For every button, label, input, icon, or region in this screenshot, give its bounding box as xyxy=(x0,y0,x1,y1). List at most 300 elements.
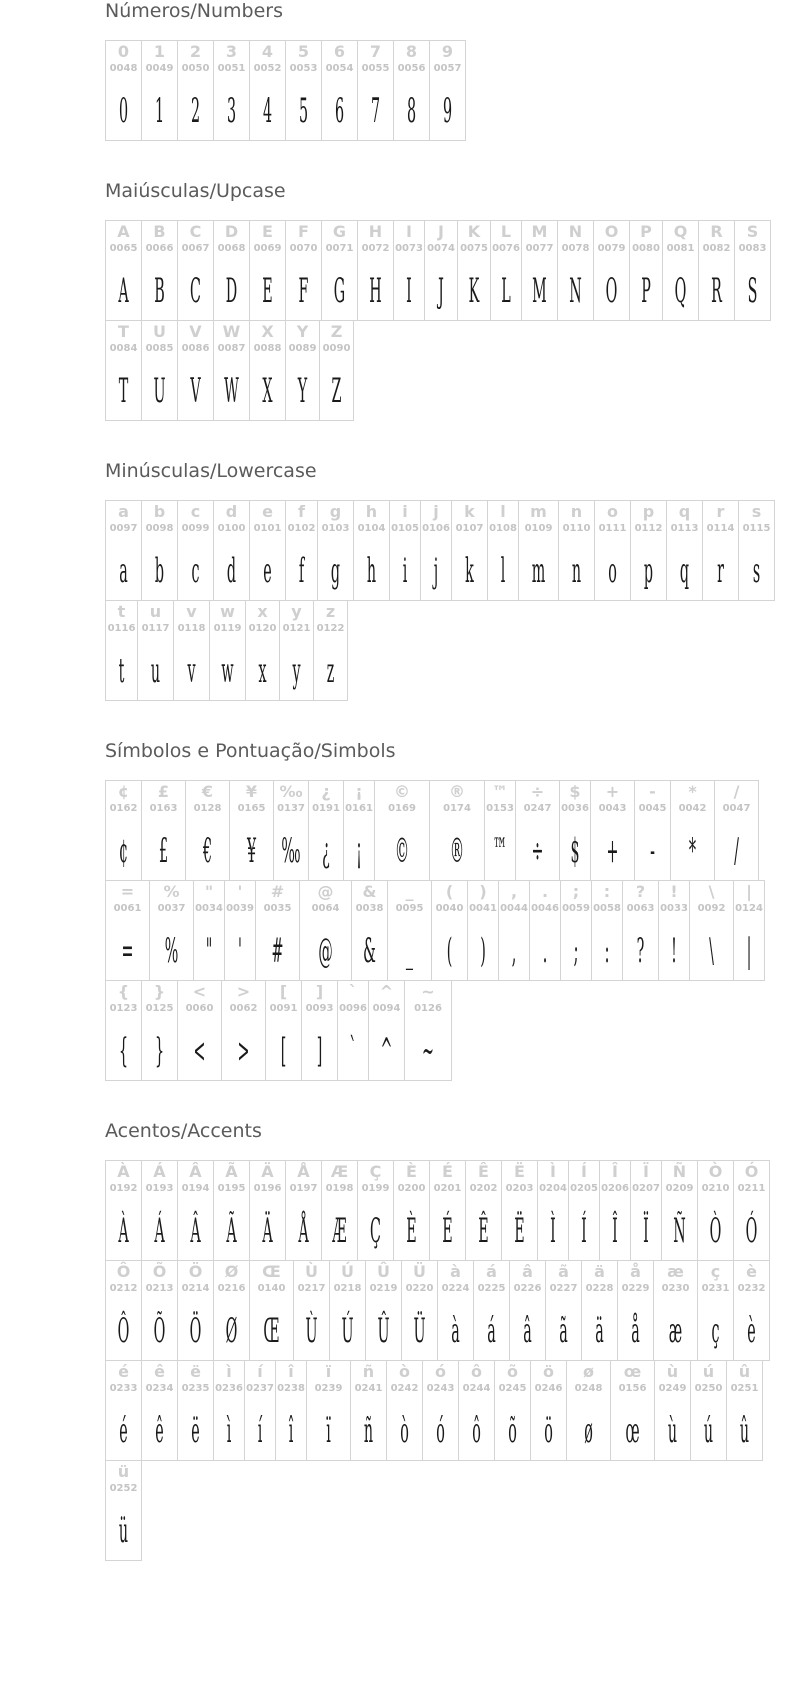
glyph-code: 0078 xyxy=(561,243,590,254)
glyph-reference-char: ç xyxy=(710,1262,721,1281)
glyph-cell xyxy=(299,880,352,981)
glyph-sample: 3 xyxy=(226,91,237,131)
glyph-cell xyxy=(350,1360,387,1461)
glyph-code: 0212 xyxy=(109,1283,138,1294)
glyph-cell xyxy=(193,880,225,981)
glyph-cell xyxy=(431,880,468,981)
glyph-cell xyxy=(141,40,178,141)
glyph-cell xyxy=(105,1260,142,1361)
glyph-cell xyxy=(593,220,630,321)
glyph-cell xyxy=(343,780,375,881)
glyph-sample: c xyxy=(191,551,200,591)
glyph-code: 0044 xyxy=(500,903,528,914)
glyph-code: 0050 xyxy=(181,63,210,74)
glyph-reference-char: 2 xyxy=(189,42,202,61)
glyph-cell xyxy=(690,1360,727,1461)
glyph-reference-char: r xyxy=(716,502,725,521)
glyph-code: 0115 xyxy=(742,523,771,534)
glyph-reference-char: 8 xyxy=(405,42,418,61)
glyph-code: 0213 xyxy=(145,1283,174,1294)
glyph-code: 0209 xyxy=(665,1183,694,1194)
glyph-cell xyxy=(558,500,595,601)
section-title: Minúsculas/Lowercase xyxy=(105,460,317,482)
glyph-cell xyxy=(255,880,300,981)
glyph-reference-char: : xyxy=(603,882,611,901)
glyph-code: 0230 xyxy=(661,1283,690,1294)
glyph-sample: œ xyxy=(625,1411,640,1451)
glyph-reference-char: L xyxy=(500,222,512,241)
glyph-section xyxy=(105,180,795,420)
glyph-code: 0224 xyxy=(441,1283,470,1294)
glyph-cell xyxy=(702,500,739,601)
glyph-cell xyxy=(393,220,425,321)
glyph-code: 0192 xyxy=(109,1183,138,1194)
glyph-code: 0247 xyxy=(523,803,552,814)
glyph-code: 0097 xyxy=(109,523,138,534)
glyph-reference-char: Z xyxy=(330,322,343,341)
glyph-code: 0236 xyxy=(215,1383,243,1394)
glyph-sample: u xyxy=(150,651,161,691)
glyph-sample: h xyxy=(366,551,377,591)
glyph-sample: Ç xyxy=(370,1211,381,1251)
glyph-code: 0250 xyxy=(694,1383,723,1394)
glyph-sample: < xyxy=(193,1031,206,1071)
glyph-cell xyxy=(634,780,671,881)
glyph-cell xyxy=(137,600,174,701)
glyph-cell xyxy=(141,500,178,601)
glyph-code: 0055 xyxy=(361,63,390,74)
glyph-cell xyxy=(319,320,354,421)
glyph-code: 0226 xyxy=(513,1283,542,1294)
glyph-cell xyxy=(630,500,667,601)
glyph-code: 0216 xyxy=(217,1283,246,1294)
glyph-cell xyxy=(177,980,222,1081)
glyph-sample: > xyxy=(237,1031,250,1071)
glyph-code: 0065 xyxy=(109,243,138,254)
glyph-reference-char: [ xyxy=(279,982,288,1001)
glyph-reference-char: f xyxy=(298,502,305,521)
glyph-code: 0053 xyxy=(289,63,318,74)
glyph-reference-char: Á xyxy=(153,1162,166,1181)
glyph-sample: 8 xyxy=(406,91,417,131)
glyph-sample: ` xyxy=(349,1031,357,1071)
glyph-reference-char: ¢ xyxy=(117,782,130,801)
glyph-cell xyxy=(393,40,430,141)
glyph-reference-char: ö xyxy=(543,1362,554,1381)
glyph-code: 0043 xyxy=(598,803,627,814)
glyph-reference-char: N xyxy=(568,222,583,241)
glyph-code: 0102 xyxy=(287,523,316,534)
glyph-reference-char: w xyxy=(220,602,235,621)
glyph-cell xyxy=(515,780,560,881)
glyph-code: 0090 xyxy=(322,343,351,354)
glyph-reference-char: ü xyxy=(117,1462,130,1481)
glyph-cell xyxy=(141,1260,178,1361)
glyph-code: 0079 xyxy=(597,243,626,254)
glyph-reference-char: # xyxy=(270,882,285,901)
glyph-section xyxy=(105,740,795,1080)
glyph-reference-char: } xyxy=(153,982,166,1001)
glyph-reference-char: Ø xyxy=(224,1262,239,1281)
glyph-sample: f xyxy=(298,551,305,591)
glyph-code: 0165 xyxy=(237,803,266,814)
glyph-code: 0195 xyxy=(217,1183,246,1194)
glyph-code: 0174 xyxy=(443,803,471,814)
glyph-code: 0110 xyxy=(562,523,591,534)
glyph-cell xyxy=(265,980,302,1081)
glyph-cell xyxy=(653,1260,698,1361)
glyph-code: 0039 xyxy=(226,903,254,914)
glyph-cell xyxy=(518,500,559,601)
glyph-code: 0125 xyxy=(145,1003,174,1014)
glyph-reference-char: À xyxy=(117,1162,130,1181)
glyph-cell xyxy=(285,220,322,321)
glyph-sample: ê xyxy=(155,1411,164,1451)
glyph-reference-char: l xyxy=(500,502,506,521)
glyph-cell xyxy=(357,220,394,321)
glyph-cell xyxy=(213,220,250,321)
glyph-code: 0061 xyxy=(113,903,142,914)
glyph-sample: ? xyxy=(636,931,645,971)
glyph-sample: Â xyxy=(190,1211,201,1251)
glyph-code: 0105 xyxy=(391,523,419,534)
glyph-reference-char: x xyxy=(257,602,268,621)
glyph-sample: " xyxy=(205,931,213,971)
glyph-cell xyxy=(622,880,659,981)
glyph-sample: ‰ xyxy=(281,831,301,871)
glyph-code: 0126 xyxy=(414,1003,442,1014)
glyph-cell xyxy=(368,980,405,1081)
glyph-reference-char: d xyxy=(225,502,238,521)
glyph-cell xyxy=(697,1260,734,1361)
glyph-cell xyxy=(401,1260,438,1361)
glyph-sample: p xyxy=(643,551,654,591)
glyph-sample: Î xyxy=(612,1211,618,1251)
glyph-code: 0233 xyxy=(109,1383,138,1394)
glyph-reference-char: v xyxy=(186,602,197,621)
glyph-sample: £ xyxy=(158,831,169,871)
glyph-sample: j xyxy=(433,551,439,591)
glyph-code: 0191 xyxy=(312,803,340,814)
glyph-code: 0201 xyxy=(433,1183,462,1194)
glyph-sample: W xyxy=(224,371,239,411)
glyph-cell xyxy=(726,1360,763,1461)
glyph-code: 0238 xyxy=(277,1383,305,1394)
glyph-cell xyxy=(285,320,320,421)
glyph-sample: : xyxy=(604,931,610,971)
glyph-code: 0060 xyxy=(185,1003,214,1014)
glyph-cell xyxy=(501,1160,538,1261)
glyph-sample: s xyxy=(752,551,761,591)
glyph-reference-char: £ xyxy=(157,782,170,801)
glyph-reference-char: í xyxy=(257,1362,263,1381)
glyph-cell xyxy=(509,1260,546,1361)
glyph-code: 0062 xyxy=(229,1003,258,1014)
glyph-cell xyxy=(244,1360,276,1461)
glyph-reference-char: Ä xyxy=(261,1162,274,1181)
glyph-reference-char: * xyxy=(688,782,697,801)
glyph-code: 0075 xyxy=(460,243,488,254)
glyph-sample: ! xyxy=(671,931,677,971)
glyph-cell xyxy=(105,320,142,421)
glyph-cell xyxy=(273,780,309,881)
glyph-sample: à xyxy=(451,1311,460,1351)
glyph-code: 0207 xyxy=(632,1183,660,1194)
glyph-reference-char: > xyxy=(236,982,251,1001)
glyph-code: 0049 xyxy=(145,63,174,74)
glyph-reference-char: I xyxy=(406,222,412,241)
glyph-code: 0197 xyxy=(289,1183,318,1194)
glyph-code: 0140 xyxy=(257,1283,286,1294)
glyph-reference-char: Q xyxy=(673,222,688,241)
glyph-sample: ø xyxy=(584,1411,593,1451)
glyph-reference-char: ( xyxy=(445,882,454,901)
glyph-code: 0038 xyxy=(355,903,384,914)
glyph-reference-char: Ò xyxy=(708,1162,723,1181)
glyph-sample: v xyxy=(187,651,196,691)
glyph-reference-char: e xyxy=(262,502,273,521)
glyph-reference-char: ‰ xyxy=(279,782,303,801)
glyph-cell xyxy=(697,1160,734,1261)
glyph-cell xyxy=(249,320,286,421)
glyph-sample: ÷ xyxy=(531,831,544,871)
glyph-reference-char: æ xyxy=(667,1262,684,1281)
glyph-sample: Í xyxy=(581,1211,587,1251)
glyph-code: 0073 xyxy=(395,243,423,254)
glyph-cell xyxy=(105,780,142,881)
glyph-cell xyxy=(105,980,142,1081)
glyph-section xyxy=(105,460,795,700)
glyph-reference-char: @ xyxy=(317,882,334,901)
glyph-cell xyxy=(521,220,558,321)
glyph-sample: t xyxy=(118,651,125,691)
glyph-sample: í xyxy=(257,1411,263,1451)
glyph-code: 0059 xyxy=(562,903,590,914)
glyph-code: 0040 xyxy=(435,903,464,914)
glyph-reference-char: ì xyxy=(226,1362,232,1381)
glyph-code: 0103 xyxy=(321,523,350,534)
glyph-code: 0237 xyxy=(246,1383,274,1394)
glyph-cell xyxy=(337,980,369,1081)
glyph-cell xyxy=(177,40,214,141)
glyph-code: 0231 xyxy=(701,1283,730,1294)
glyph-sample: ) xyxy=(480,931,486,971)
glyph-cell xyxy=(530,1360,567,1461)
glyph-sample: S xyxy=(747,271,758,311)
glyph-sample: Ã xyxy=(226,1211,237,1251)
glyph-reference-char: Å xyxy=(297,1162,310,1181)
glyph-cell xyxy=(177,1260,214,1361)
glyph-sample: ì xyxy=(226,1411,232,1451)
glyph-reference-char: Î xyxy=(612,1162,618,1181)
glyph-reference-char: z xyxy=(325,602,336,621)
glyph-reference-char: E xyxy=(262,222,273,241)
glyph-cell xyxy=(733,1260,770,1361)
glyph-code: 0113 xyxy=(670,523,699,534)
glyph-reference-char: T xyxy=(118,322,129,341)
glyph-cell xyxy=(429,40,466,141)
glyph-code: 0070 xyxy=(289,243,318,254)
glyph-cell xyxy=(487,500,519,601)
glyph-reference-char: ™ xyxy=(492,782,508,801)
glyph-reference-char: a xyxy=(118,502,129,521)
glyph-code: 0137 xyxy=(277,803,305,814)
glyph-sample: T xyxy=(118,371,129,411)
glyph-reference-char: P xyxy=(640,222,652,241)
glyph-cell xyxy=(321,40,358,141)
glyph-reference-char: ô xyxy=(471,1362,482,1381)
glyph-code: 0106 xyxy=(422,523,450,534)
glyph-code: 0080 xyxy=(632,243,660,254)
glyph-sample: Û xyxy=(377,1311,390,1351)
glyph-code: 0048 xyxy=(109,63,138,74)
glyph-cell xyxy=(734,220,771,321)
glyph-code: 0077 xyxy=(525,243,554,254)
glyph-cell xyxy=(467,880,499,981)
glyph-code: 0198 xyxy=(325,1183,354,1194)
glyph-code: 0033 xyxy=(660,903,688,914)
glyph-sample: Ò xyxy=(709,1211,722,1251)
glyph-reference-char: œ xyxy=(623,1362,642,1381)
glyph-reference-char: _ xyxy=(405,882,414,901)
glyph-code: 0122 xyxy=(316,623,345,634)
glyph-reference-char: Ñ xyxy=(672,1162,687,1181)
glyph-reference-char: á xyxy=(486,1262,497,1281)
glyph-code: 0046 xyxy=(531,903,559,914)
glyph-reference-char: 1 xyxy=(153,42,166,61)
glyph-reference-char: ë xyxy=(190,1362,201,1381)
glyph-reference-char: = xyxy=(120,882,135,901)
character-map xyxy=(105,0,795,1600)
glyph-cell xyxy=(213,500,250,601)
glyph-code: 0117 xyxy=(141,623,170,634)
glyph-code: 0035 xyxy=(263,903,292,914)
glyph-sample: E xyxy=(262,271,273,311)
glyph-reference-char: j xyxy=(433,502,439,521)
glyph-reference-char: { xyxy=(117,982,130,1001)
glyph-sample: è xyxy=(747,1311,756,1351)
glyph-cell xyxy=(141,220,178,321)
glyph-sample: Ø xyxy=(225,1311,238,1351)
glyph-cell xyxy=(221,980,266,1081)
glyph-code: 0200 xyxy=(397,1183,426,1194)
glyph-reference-char: Ü xyxy=(413,1262,426,1281)
glyph-reference-char: J xyxy=(438,222,444,241)
glyph-cell xyxy=(213,1360,245,1461)
glyph-cell xyxy=(141,980,178,1081)
glyph-sample: @ xyxy=(318,931,333,971)
glyph-cell xyxy=(689,880,734,981)
glyph-reference-char: ? xyxy=(635,882,646,901)
glyph-reference-char: u xyxy=(149,602,162,621)
glyph-reference-char: è xyxy=(746,1262,757,1281)
glyph-reference-char: W xyxy=(222,322,241,341)
glyph-sample: { xyxy=(118,1031,129,1071)
glyph-sample: Ì xyxy=(550,1211,556,1251)
glyph-sample: . xyxy=(542,931,548,971)
glyph-sample: Ö xyxy=(189,1311,202,1351)
glyph-sample: å xyxy=(631,1311,640,1351)
glyph-code: 0128 xyxy=(193,803,222,814)
glyph-reference-char: K xyxy=(467,222,481,241)
glyph-reference-char: ! xyxy=(670,882,678,901)
glyph-reference-char: i xyxy=(402,502,408,521)
glyph-cell xyxy=(498,880,530,981)
glyph-sample: o xyxy=(608,551,617,591)
glyph-sample: X xyxy=(262,371,273,411)
glyph-section xyxy=(105,0,795,140)
glyph-sample: Œ xyxy=(263,1311,280,1351)
glyph-grid xyxy=(105,500,795,700)
glyph-code: 0219 xyxy=(369,1283,398,1294)
glyph-sample: È xyxy=(406,1211,417,1251)
glyph-cell xyxy=(293,1260,330,1361)
glyph-sample: r xyxy=(717,551,724,591)
glyph-reference-char: + xyxy=(605,782,620,801)
glyph-cell xyxy=(285,1160,322,1261)
glyph-sample: ü xyxy=(118,1511,129,1551)
glyph-reference-char: D xyxy=(224,222,239,241)
glyph-code: 0094 xyxy=(372,1003,401,1014)
glyph-cell xyxy=(529,880,561,981)
glyph-cell xyxy=(249,1260,294,1361)
glyph-sample: Ë xyxy=(514,1211,525,1251)
glyph-code: 0041 xyxy=(469,903,497,914)
glyph-cell xyxy=(457,220,491,321)
glyph-sample: û xyxy=(739,1411,750,1451)
glyph-sample: Ï xyxy=(643,1211,649,1251)
glyph-sample: ç xyxy=(711,1311,720,1351)
glyph-sample: á xyxy=(487,1311,496,1351)
glyph-code: 0086 xyxy=(181,343,210,354)
glyph-reference-char: " xyxy=(204,882,214,901)
glyph-code: 0225 xyxy=(477,1283,506,1294)
glyph-reference-char: Œ xyxy=(262,1262,281,1281)
glyph-cell xyxy=(560,880,592,981)
glyph-sample: q xyxy=(679,551,690,591)
glyph-sample: l xyxy=(500,551,506,591)
glyph-cell xyxy=(285,40,322,141)
glyph-cell xyxy=(670,780,715,881)
glyph-sample: G xyxy=(333,271,346,311)
glyph-reference-char: 7 xyxy=(369,42,382,61)
glyph-cell xyxy=(141,320,178,421)
glyph-sample: ; xyxy=(573,931,579,971)
glyph-cell xyxy=(105,40,142,141)
glyph-sample: Y xyxy=(297,371,308,411)
glyph-reference-char: 5 xyxy=(297,42,310,61)
glyph-code: 0248 xyxy=(574,1383,603,1394)
glyph-sample: Å xyxy=(298,1211,309,1251)
glyph-reference-char: b xyxy=(153,502,166,521)
glyph-reference-char: . xyxy=(541,882,549,901)
glyph-sample: Q xyxy=(674,271,687,311)
glyph-sample: e xyxy=(263,551,272,591)
glyph-code: 0196 xyxy=(253,1183,282,1194)
glyph-cell xyxy=(245,600,280,701)
glyph-code: 0089 xyxy=(288,343,317,354)
glyph-sample: A xyxy=(118,271,129,311)
glyph-cell xyxy=(141,1360,178,1461)
glyph-cell xyxy=(351,880,388,981)
glyph-code: 0206 xyxy=(601,1183,629,1194)
glyph-cell xyxy=(177,1160,214,1261)
glyph-reference-char: S xyxy=(746,222,759,241)
glyph-reference-char: ` xyxy=(349,982,357,1001)
glyph-cell xyxy=(387,880,432,981)
glyph-code: 0058 xyxy=(593,903,621,914)
glyph-cell xyxy=(559,780,591,881)
